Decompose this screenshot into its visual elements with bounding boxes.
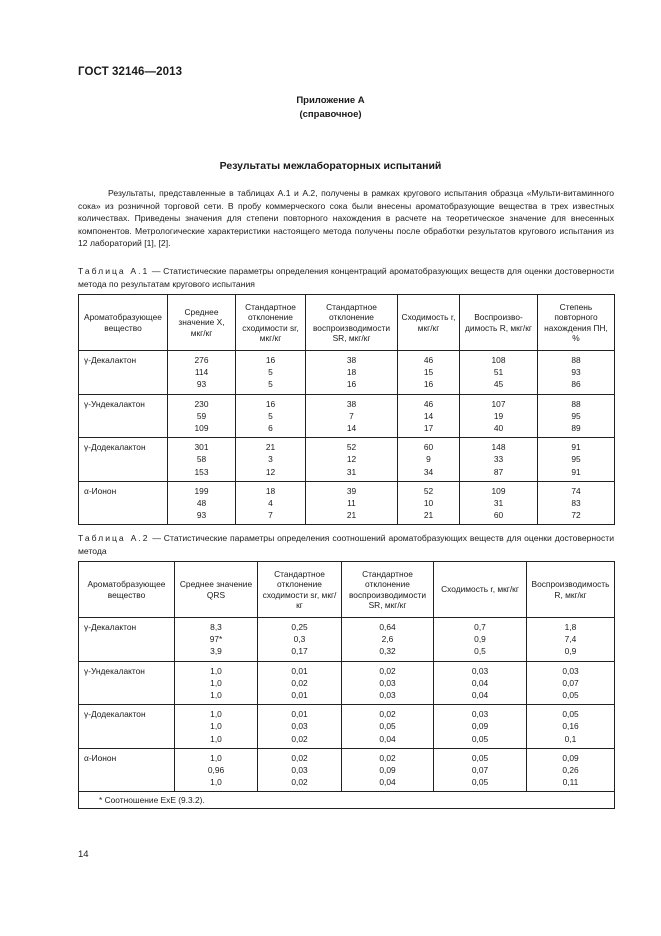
value-sR: 0,64 xyxy=(379,622,396,632)
table-a1 xyxy=(78,294,615,525)
value-sr: 5 xyxy=(268,410,273,421)
value-r: 10 xyxy=(423,497,434,508)
cell-mean xyxy=(175,748,258,792)
cell-sr xyxy=(258,705,342,749)
t2-header-mean: Среднее значение QRS xyxy=(175,562,258,618)
cell-sr xyxy=(236,351,306,395)
value-mean: 276 xyxy=(194,355,209,365)
cell-r xyxy=(398,351,460,395)
value-mean: 58 xyxy=(196,454,207,465)
substance-name: α-Ионон xyxy=(79,481,168,525)
value-r: 0,05 xyxy=(471,752,489,763)
value-sR: 38 xyxy=(346,398,357,409)
value-sR: 16 xyxy=(346,379,357,390)
annex-kind: (справочное) xyxy=(299,109,362,120)
table-row xyxy=(79,705,615,749)
value-R: 0,07 xyxy=(562,677,579,688)
value-mean: 1,0 xyxy=(210,733,222,744)
t1-header-mean: Среднее значение X, мкг/кг xyxy=(168,295,236,351)
cell-sr xyxy=(258,618,342,662)
value-sr: 18 xyxy=(265,485,276,496)
t2-header-substance: Ароматобразующее вещество xyxy=(79,562,175,618)
cell-sr xyxy=(236,438,306,482)
value-r: 0,09 xyxy=(471,721,489,732)
table-row xyxy=(79,351,615,395)
value-r: 0,05 xyxy=(471,733,489,744)
cell-sR xyxy=(342,748,434,792)
cell-r xyxy=(398,438,460,482)
value-R: 0,9 xyxy=(564,646,577,657)
cell-sR xyxy=(342,661,434,705)
table-row xyxy=(79,618,615,662)
cell-sR xyxy=(342,705,434,749)
value-mean: 1,0 xyxy=(210,677,222,688)
value-r: 0,04 xyxy=(471,677,489,688)
value-sr: 6 xyxy=(268,422,273,433)
value-sr: 5 xyxy=(268,379,273,390)
value-recovery: 93 xyxy=(571,367,581,378)
value-recovery: 91 xyxy=(571,466,581,477)
value-sr: 0,03 xyxy=(291,721,308,732)
value-r: 15 xyxy=(423,367,434,378)
value-mean: 0,96 xyxy=(207,764,225,775)
value-sr: 16 xyxy=(265,398,276,409)
cell-mean xyxy=(168,394,236,438)
value-r: 46 xyxy=(423,398,434,409)
value-sr: 0,02 xyxy=(291,677,308,688)
value-mean: 8,3 xyxy=(210,622,222,632)
value-mean: 1,0 xyxy=(210,689,222,700)
value-r: 0,9 xyxy=(474,634,486,645)
cell-r xyxy=(398,394,460,438)
value-sR: 0,02 xyxy=(379,709,396,720)
t2-header-sR: Стандартное отклонение воспроизводимости SR, мкг/кг xyxy=(342,562,434,618)
value-sR: 12 xyxy=(346,454,357,465)
cell-mean xyxy=(175,661,258,705)
value-recovery: 86 xyxy=(571,379,581,390)
cell-r xyxy=(434,661,527,705)
value-recovery: 95 xyxy=(571,454,581,465)
cell-sR xyxy=(306,438,398,482)
value-R: 31 xyxy=(493,497,504,508)
cell-sR xyxy=(306,481,398,525)
cell-sr xyxy=(258,661,342,705)
value-R: 0,05 xyxy=(562,689,579,700)
substance-name: γ-Декалактон xyxy=(79,351,168,395)
cell-sr xyxy=(236,394,306,438)
value-mean: 1,0 xyxy=(210,721,222,732)
value-sr: 0,17 xyxy=(291,646,308,657)
value-mean: 153 xyxy=(194,466,209,477)
value-recovery: 89 xyxy=(571,422,581,433)
value-R: 60 xyxy=(493,510,504,521)
value-mean: 59 xyxy=(196,410,207,421)
value-R: 108 xyxy=(491,355,506,365)
value-r: 60 xyxy=(423,442,434,453)
cell-recovery xyxy=(538,438,615,482)
value-mean: 3,9 xyxy=(210,646,222,657)
value-R: 148 xyxy=(491,442,506,453)
value-r: 0,5 xyxy=(474,646,486,657)
value-mean: 1,0 xyxy=(210,665,222,676)
table1-caption-text: — Статистические параметры определения концентраций ароматобразующих веществ для оценки достоверности метода по результатам кругового испытания xyxy=(78,266,614,289)
cell-r xyxy=(434,705,527,749)
value-recovery: 88 xyxy=(571,398,581,409)
value-r: 46 xyxy=(423,355,434,365)
value-sr: 0,01 xyxy=(291,689,308,700)
value-sR: 52 xyxy=(346,442,357,453)
value-sr: 0,01 xyxy=(291,709,308,720)
value-mean: 97* xyxy=(209,634,223,645)
cell-R xyxy=(527,748,615,792)
value-R: 51 xyxy=(493,367,504,378)
value-r: 0,05 xyxy=(471,777,489,788)
table1-caption-label: Таблица А.1 xyxy=(78,266,150,276)
value-r: 52 xyxy=(423,485,434,496)
t1-header-r: Сходимость r, мкг/кг xyxy=(398,295,460,351)
value-sR: 0,02 xyxy=(379,665,396,676)
value-recovery: 72 xyxy=(571,510,581,521)
value-R: 0,11 xyxy=(562,777,579,788)
value-sR: 38 xyxy=(346,355,357,365)
value-r: 9 xyxy=(426,454,431,465)
value-sR: 0,04 xyxy=(379,733,396,744)
value-sR: 0,09 xyxy=(379,764,396,775)
standard-designation: ГОСТ 32146—2013 xyxy=(78,66,183,78)
value-sR: 0,32 xyxy=(379,646,396,657)
cell-R xyxy=(527,705,615,749)
value-sr: 3 xyxy=(268,454,273,465)
value-R: 45 xyxy=(493,379,504,390)
cell-recovery xyxy=(538,394,615,438)
value-r: 16 xyxy=(423,379,434,390)
value-mean: 301 xyxy=(194,442,209,453)
table-row xyxy=(79,438,615,482)
table2-caption xyxy=(78,532,614,557)
value-sr: 0,02 xyxy=(291,752,308,763)
value-r: 0,07 xyxy=(471,764,489,775)
intro-paragraph: Результаты, представленные в таблицах А.1 и А.2, получены в рамках кругового испытания образца «Мульти-витаминного сока» из розничной торговой сети. В пробу коммерческого сока были внесены ароматобразующие вещества в трех известных количествах. Приведены значения для степени повторного нахождения в расчете на теоретическое значение для внесенных компонентов. Метрологические характеристики настоящего метода получены после обработки результатов кругового испытания из 12 лабораторий [1], [2]. xyxy=(78,188,614,248)
table2-caption-text: — Статистические параметры определения соотношений ароматобразующих веществ для оценки достоверности метода xyxy=(78,533,614,556)
table-row xyxy=(79,748,615,792)
value-sR: 21 xyxy=(346,510,357,521)
value-mean: 230 xyxy=(194,398,209,409)
substance-name: γ-Декалактон xyxy=(79,618,175,662)
value-sr: 0,01 xyxy=(291,665,308,676)
value-sr: 16 xyxy=(265,355,276,365)
table-row xyxy=(79,394,615,438)
substance-name: γ-Додекалактон xyxy=(79,438,168,482)
value-sr: 0,25 xyxy=(291,622,308,632)
value-R: 1,8 xyxy=(564,622,577,632)
value-r: 0,03 xyxy=(471,709,489,720)
cell-recovery xyxy=(538,481,615,525)
t1-header-sR: Стандартное отклонение воспроизводимости SR, мкг/кг xyxy=(306,295,398,351)
value-mean: 1,0 xyxy=(210,777,222,788)
section-title: Результаты межлабораторных испытаний xyxy=(219,160,442,172)
value-R: 87 xyxy=(493,466,504,477)
t1-header-R: Воспроизво-димость R, мкг/кг xyxy=(460,295,538,351)
value-R: 109 xyxy=(491,485,506,496)
table-row xyxy=(79,481,615,525)
cell-recovery xyxy=(538,351,615,395)
t1-header-recovery: Степень повторного нахождения ПН, % xyxy=(538,295,615,351)
cell-mean xyxy=(168,481,236,525)
value-r: 14 xyxy=(423,410,434,421)
table2-caption-label: Таблица А.2 xyxy=(78,533,150,543)
value-R: 0,1 xyxy=(564,733,577,744)
cell-R xyxy=(460,438,538,482)
value-sr: 0,02 xyxy=(291,777,308,788)
cell-r xyxy=(434,748,527,792)
value-R: 33 xyxy=(493,454,504,465)
value-mean: 1,0 xyxy=(210,709,222,720)
value-r: 34 xyxy=(423,466,434,477)
cell-sr xyxy=(258,748,342,792)
value-mean: 48 xyxy=(196,497,207,508)
value-sr: 7 xyxy=(268,510,273,521)
cell-R xyxy=(460,394,538,438)
value-R: 0,16 xyxy=(562,721,579,732)
value-sR: 11 xyxy=(347,497,356,508)
value-R: 0,26 xyxy=(562,764,579,775)
value-r: 0,04 xyxy=(471,689,489,700)
value-sR: 0,03 xyxy=(379,689,396,700)
value-mean: 114 xyxy=(194,367,209,378)
cell-sR xyxy=(306,394,398,438)
value-sR: 0,03 xyxy=(379,677,396,688)
cell-mean xyxy=(168,438,236,482)
value-sr: 12 xyxy=(265,466,276,477)
value-sr: 0,03 xyxy=(291,764,308,775)
t1-header-sr: Стандартное отклонение сходимости sr, мкг/кг xyxy=(236,295,306,351)
value-R: 40 xyxy=(493,422,504,433)
substance-name: γ-Додекалактон xyxy=(79,705,175,749)
cell-R xyxy=(527,661,615,705)
value-sR: 14 xyxy=(346,422,357,433)
value-sR: 2,6 xyxy=(381,634,394,645)
value-r: 0,03 xyxy=(471,665,489,676)
cell-sr xyxy=(236,481,306,525)
value-r: 0,7 xyxy=(474,622,486,632)
value-sr: 0,3 xyxy=(293,634,306,645)
table-a2 xyxy=(78,561,615,809)
table1-caption xyxy=(78,265,614,290)
t2-header-sr: Стандартное отклонение сходимости sr, мкг/кг xyxy=(258,562,342,618)
cell-mean xyxy=(175,618,258,662)
page-number: 14 xyxy=(78,849,89,860)
value-sr: 21 xyxy=(265,442,276,453)
value-R: 7,4 xyxy=(564,634,577,645)
value-mean: 93 xyxy=(196,510,207,521)
cell-sR xyxy=(342,618,434,662)
value-recovery: 83 xyxy=(571,497,581,508)
value-mean: 93 xyxy=(196,379,207,390)
cell-mean xyxy=(168,351,236,395)
table2-footnote: * Соотношение ExE (9.3.2). xyxy=(79,792,615,809)
value-R: 107 xyxy=(491,398,506,409)
value-sR: 0,05 xyxy=(379,721,396,732)
value-sR: 39 xyxy=(346,485,357,496)
value-recovery: 74 xyxy=(571,485,581,496)
value-mean: 1,0 xyxy=(210,752,222,763)
cell-R xyxy=(460,351,538,395)
cell-R xyxy=(527,618,615,662)
value-mean: 199 xyxy=(194,485,209,496)
substance-name: γ-Ундекалактон xyxy=(79,661,175,705)
substance-name: α-Ионон xyxy=(79,748,175,792)
annex-title: Приложение А xyxy=(296,95,365,106)
value-sR: 31 xyxy=(346,466,357,477)
value-R: 19 xyxy=(493,410,504,421)
value-sR: 0,04 xyxy=(379,777,396,788)
value-mean: 109 xyxy=(194,422,209,433)
t2-header-R: Воспроизводимость R, мкг/кг xyxy=(527,562,615,618)
t1-header-substance: Ароматобразующее вещество xyxy=(79,295,168,351)
value-sR: 7 xyxy=(349,410,354,421)
value-sR: 0,02 xyxy=(379,752,396,763)
value-recovery: 91 xyxy=(571,442,581,453)
t2-header-r: Сходимость r, мкг/кг xyxy=(434,562,527,618)
value-sr: 4 xyxy=(268,497,273,508)
value-recovery: 88 xyxy=(571,355,581,365)
cell-R xyxy=(460,481,538,525)
table-row xyxy=(79,661,615,705)
cell-sR xyxy=(306,351,398,395)
value-R: 0,09 xyxy=(562,752,579,763)
value-r: 21 xyxy=(423,510,434,521)
substance-name: γ-Ундекалактон xyxy=(79,394,168,438)
cell-mean xyxy=(175,705,258,749)
value-sR: 18 xyxy=(346,367,357,378)
cell-r xyxy=(434,618,527,662)
value-r: 17 xyxy=(423,422,434,433)
value-R: 0,03 xyxy=(562,665,579,676)
cell-r xyxy=(398,481,460,525)
value-sr: 0,02 xyxy=(291,733,308,744)
value-sr: 5 xyxy=(268,367,273,378)
value-R: 0,05 xyxy=(562,709,579,720)
value-recovery: 95 xyxy=(571,410,581,421)
